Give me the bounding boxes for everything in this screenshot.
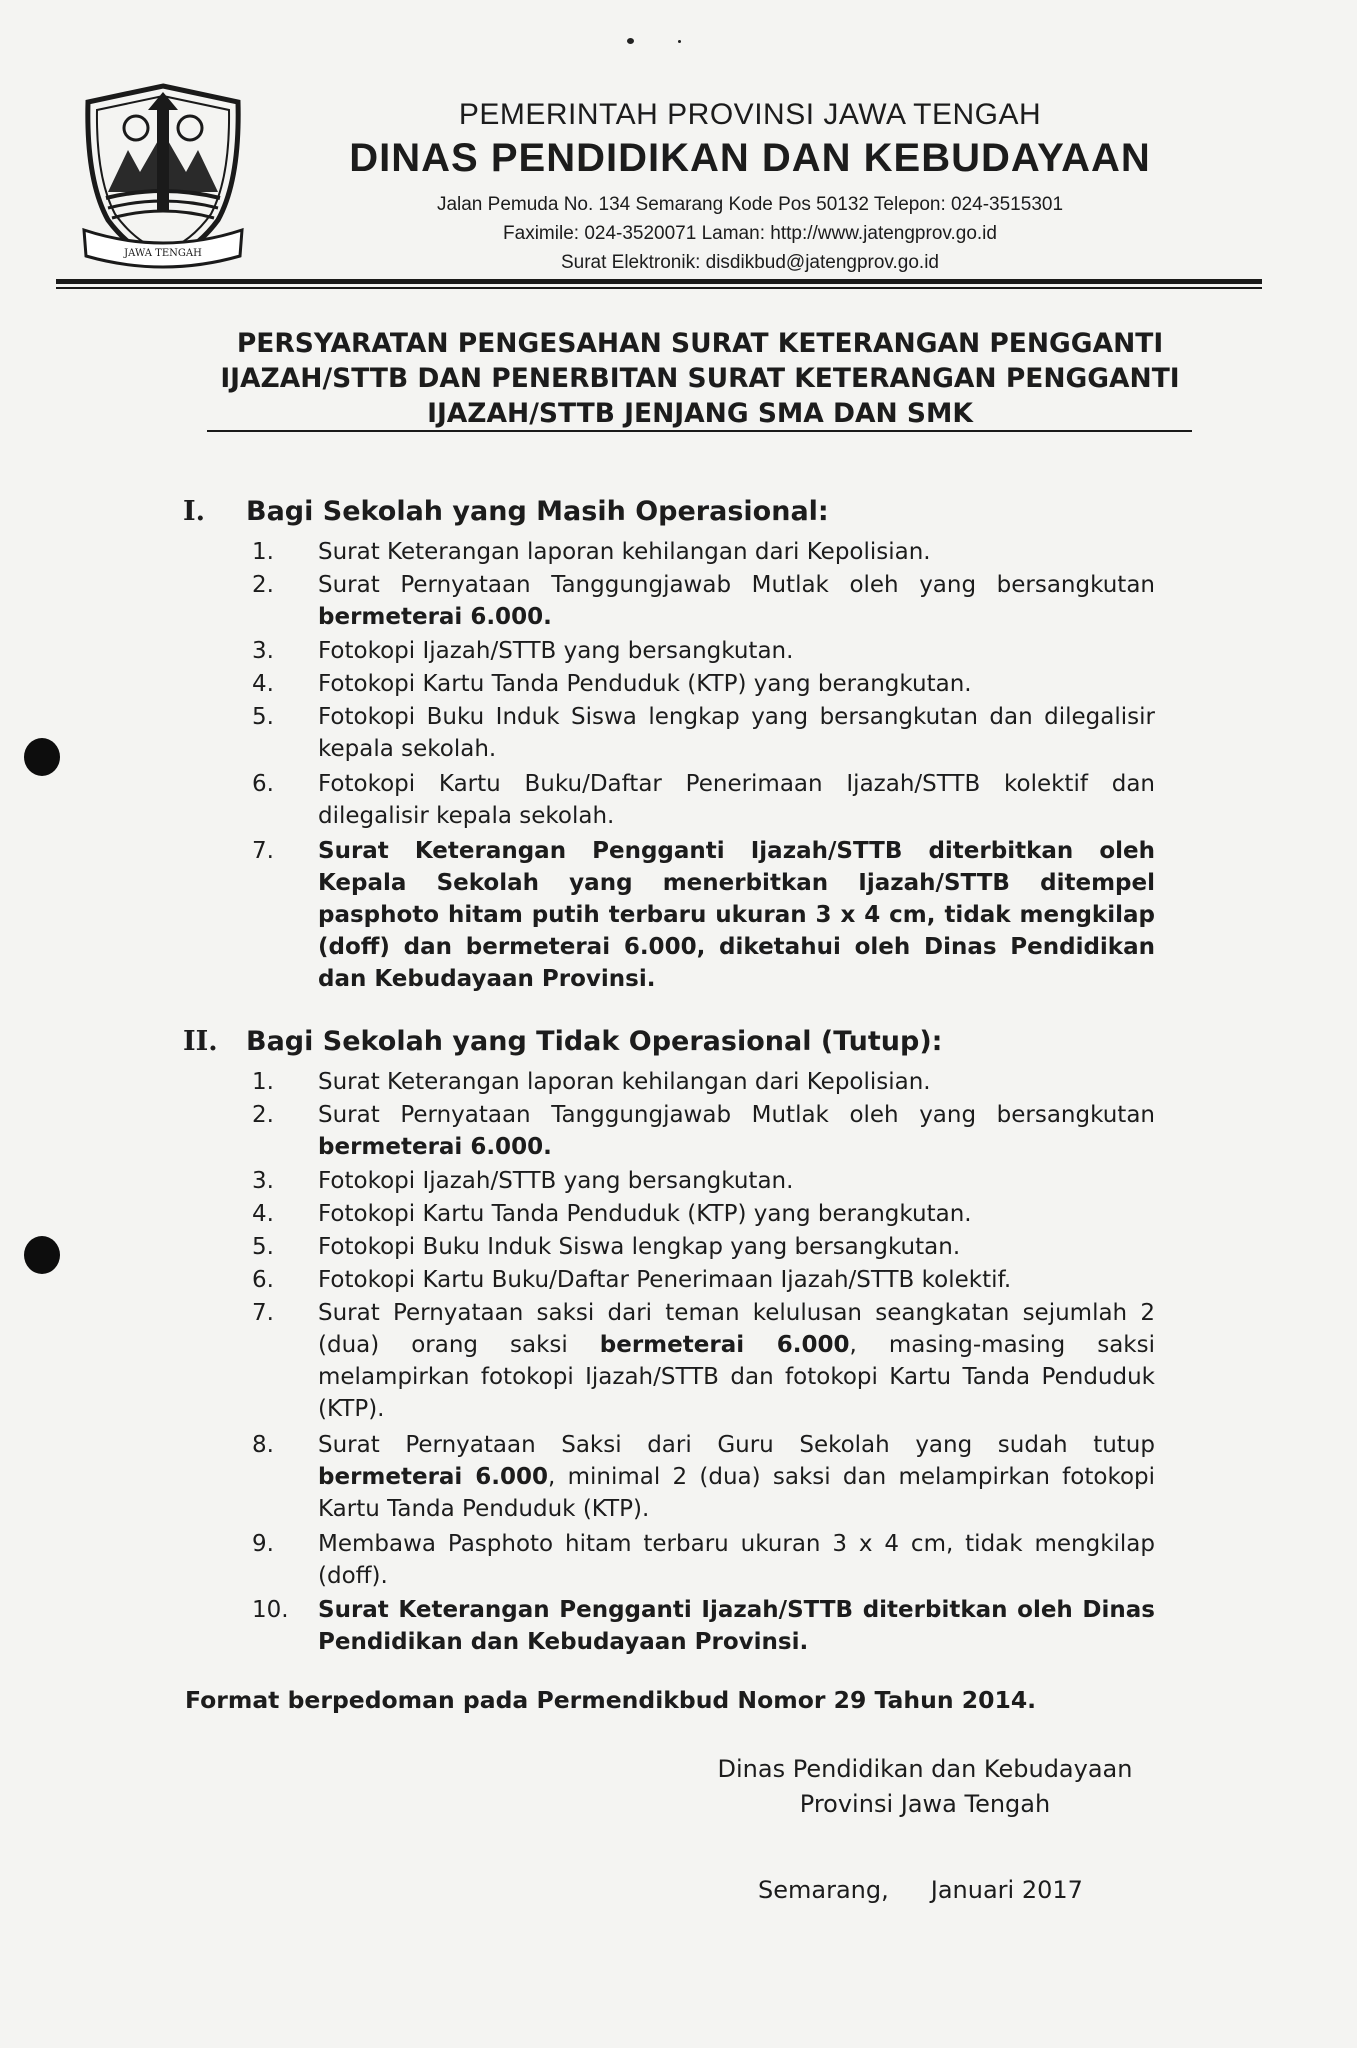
signature-block: [715, 1752, 1135, 1822]
signature-line-1: Dinas Pendidikan dan Kebudayaan: [717, 1755, 1133, 1783]
list-item: 5. Fotokopi Buku Induk Siswa lengkap yang bersangkutan dan dilegalisir kepala sekolah.: [252, 704, 1155, 762]
list-item: 2. Surat Pernyataan Tanggungjawab Mutlak oleh yang bersangkutan bermeterai 6.000.: [252, 572, 1155, 630]
date-place: Semarang,: [758, 1876, 889, 1904]
email-line: Surat Elektronik: disdikbud@jatengprov.go.id: [560, 252, 940, 273]
emblem-caption: JAWA TENGAH: [124, 248, 202, 259]
list-item: 7. Surat Keterangan Pengganti Ijazah/STTB diterbitkan oleh Kepala Sekolah yang menerbitkan Ijazah/STTB ditempel pasphoto hitam putih terbaru ukuran 3 x 4 cm, tidak mengkilap (doff) dan bermeterai 6.000, diketahui oleh Dinas Pendidikan dan Kebudayaan Provinsi.: [252, 838, 1155, 992]
list-item: 3. Fotokopi Ijazah/STTB yang bersangkutan.: [252, 638, 794, 664]
section-1-number: I.: [183, 496, 206, 527]
list-item: 1. Surat Keterangan laporan kehilangan dari Kepolisian.: [252, 539, 931, 565]
signature-line-2: Provinsi Jawa Tengah: [799, 1790, 1051, 1818]
government-name: PEMERINTAH PROVINSI JAWA TENGAH: [458, 98, 1042, 131]
scan-speck: [627, 38, 634, 44]
title-line-2: IJAZAH/STTB DAN PENERBITAN SURAT KETERANGAN PENGGANTI: [220, 363, 1180, 394]
address-line: Jalan Pemuda No. 134 Semarang Kode Pos 50132 Telepon: 024-3515301: [436, 194, 1064, 215]
date-line: [758, 1876, 1083, 1904]
list-item: 1. Surat Keterangan laporan kehilangan dari Kepolisian.: [252, 1069, 931, 1095]
section-1-title: Bagi Sekolah yang Masih Operasional:: [246, 496, 829, 527]
list-item: 6. Fotokopi Kartu Buku/Daftar Penerimaan Ijazah/STTB kolektif dan dilegalisir kepala sekolah.: [252, 771, 1155, 829]
scan-speck: [678, 40, 681, 43]
date-month-year: Januari 2017: [930, 1876, 1083, 1904]
list-item: 7. Surat Pernyataan saksi dari teman kelulusan seangkatan sejumlah 2 (dua) orang saksi bermeterai 6.000, masing-masing saksi melampirkan fotokopi Ijazah/STTB dan fotokopi Kartu Tanda Penduduk (KTP).: [252, 1300, 1155, 1422]
title-line-1: PERSYARATAN PENGESAHAN SURAT KETERANGAN PENGGANTI: [236, 328, 1164, 359]
letterhead-rule-thick: [56, 279, 1262, 284]
title-line-3: IJAZAH/STTB JENJANG SMA DAN SMK: [427, 398, 973, 429]
list-item: 6. Fotokopi Kartu Buku/Daftar Penerimaan Ijazah/STTB kolektif.: [252, 1267, 1012, 1293]
province-emblem-icon: [78, 80, 248, 276]
list-item: 9. Membawa Pasphoto hitam terbaru ukuran 3 x 4 cm, tidak mengkilap (doff).: [252, 1531, 1155, 1589]
section-2-number: II.: [183, 1026, 218, 1057]
punch-hole-bottom: [24, 1236, 60, 1274]
list-item: 3. Fotokopi Ijazah/STTB yang bersangkutan.: [252, 1168, 794, 1194]
punch-hole-top: [24, 738, 60, 776]
list-item: 2. Surat Pernyataan Tanggungjawab Mutlak oleh yang bersangkutan bermeterai 6.000.: [252, 1102, 1155, 1160]
list-item: 8. Surat Pernyataan Saksi dari Guru Sekolah yang sudah tutup bermeterai 6.000, minimal 2 (dua) saksi dan melampirkan fotokopi Kartu Tanda Penduduk (KTP).: [252, 1432, 1156, 1522]
agency-name: DINAS PENDIDIKAN DAN KEBUDAYAAN: [349, 136, 1151, 180]
section-2-heading: [183, 1026, 942, 1057]
list-item: 5. Fotokopi Buku Induk Siswa lengkap yang bersangkutan.: [252, 1234, 961, 1260]
regulation-note: Format berpedoman pada Permendikbud Nomor 29 Tahun 2014.: [185, 1686, 1037, 1714]
list-item: 4. Fotokopi Kartu Tanda Penduduk (KTP) yang berangkutan.: [252, 1201, 972, 1227]
title-underline: [207, 430, 1192, 432]
list-item: 10. Surat Keterangan Pengganti Ijazah/STTB diterbitkan oleh Dinas Pendidikan dan Kebudayaan Provinsi.: [252, 1597, 1155, 1655]
section-2-title: Bagi Sekolah yang Tidak Operasional (Tutup):: [246, 1026, 943, 1057]
list-item: 4. Fotokopi Kartu Tanda Penduduk (KTP) yang berangkutan.: [252, 671, 972, 697]
contact-block: [270, 190, 1230, 277]
document-title: [200, 326, 1200, 431]
letterhead-rule-thin: [56, 287, 1262, 289]
section-1-heading: [183, 496, 829, 527]
fax-line: Faximile: 024-3520071 Laman: http://www.jatengprov.go.id: [503, 223, 997, 244]
